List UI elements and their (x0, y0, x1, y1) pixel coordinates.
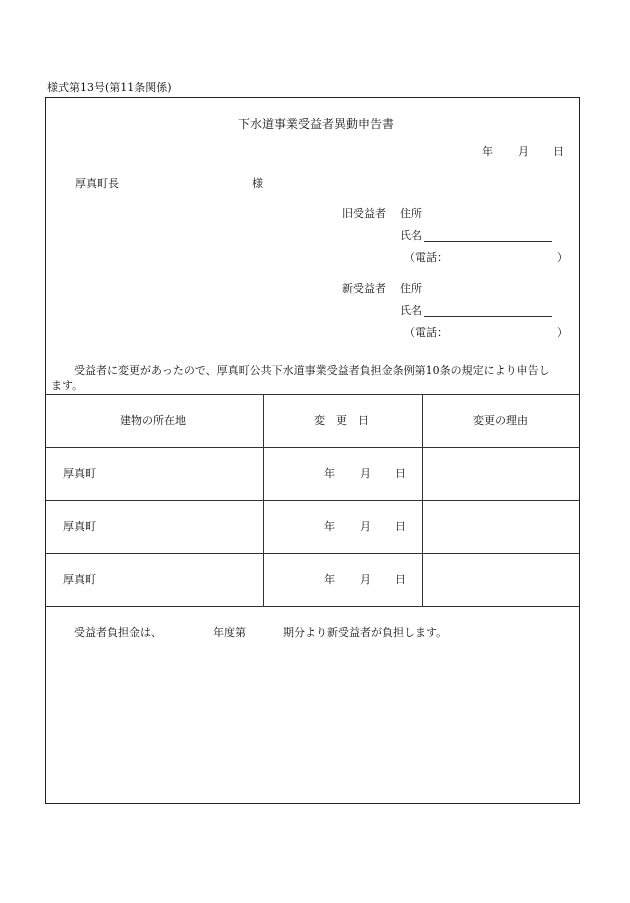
form-frame (45, 97, 580, 804)
new-name-label: 氏名 (400, 304, 422, 317)
date-year-label: 年 (482, 145, 493, 158)
declaration-line2: ます。 (51, 379, 84, 392)
date-day-label: 日 (553, 145, 564, 158)
table-header-change-date: 変 更 日 (314, 414, 369, 427)
row-day-label: 日 (395, 520, 406, 533)
row-month-label: 月 (360, 467, 371, 480)
addressee-name: 厚真町長 (75, 177, 119, 190)
new-name-underline (424, 316, 552, 317)
row-location: 厚真町 (63, 573, 96, 586)
addressee-honorific: 様 (252, 177, 263, 190)
table-bottom-border (46, 606, 579, 607)
new-address-label: 住所 (400, 282, 422, 295)
footer-part1: 受益者負担金は、 (74, 626, 162, 639)
table-top-border (46, 394, 579, 395)
row-year-label: 年 (324, 573, 335, 586)
old-name-label: 氏名 (400, 229, 422, 242)
form-number: 様式第13号(第11条関係) (47, 81, 172, 94)
old-address-label: 住所 (400, 207, 422, 220)
table-header-location: 建物の所在地 (120, 414, 186, 427)
footer-part3: 期分より新受益者が負担します。 (283, 626, 448, 639)
table-header-divider (46, 447, 579, 448)
table-column-divider (263, 394, 264, 606)
table-row-divider (46, 500, 579, 501)
form-title: 下水道事業受益者異動申告書 (238, 117, 395, 131)
new-phone-open: （電話： (404, 326, 448, 339)
old-phone-open: （電話： (404, 251, 448, 264)
date-month-label: 月 (518, 145, 529, 158)
row-month-label: 月 (360, 573, 371, 586)
declaration-line1: 受益者に変更があったので、厚真町公共下水道事業受益者負担金条例第10条の規定により申告し (74, 364, 550, 377)
table-column-divider (422, 394, 423, 606)
new-beneficiary-label: 新受益者 (342, 282, 386, 295)
row-day-label: 日 (395, 467, 406, 480)
row-month-label: 月 (360, 520, 371, 533)
old-phone-close: ） (557, 251, 568, 264)
old-name-underline (424, 241, 552, 242)
row-location: 厚真町 (63, 467, 96, 480)
row-year-label: 年 (324, 520, 335, 533)
new-phone-close: ） (557, 326, 568, 339)
table-header-reason: 変更の理由 (473, 414, 528, 427)
old-beneficiary-label: 旧受益者 (342, 207, 386, 220)
row-day-label: 日 (395, 573, 406, 586)
row-year-label: 年 (324, 467, 335, 480)
footer-part2: 年度第 (213, 626, 246, 639)
row-location: 厚真町 (63, 520, 96, 533)
table-row-divider (46, 553, 579, 554)
